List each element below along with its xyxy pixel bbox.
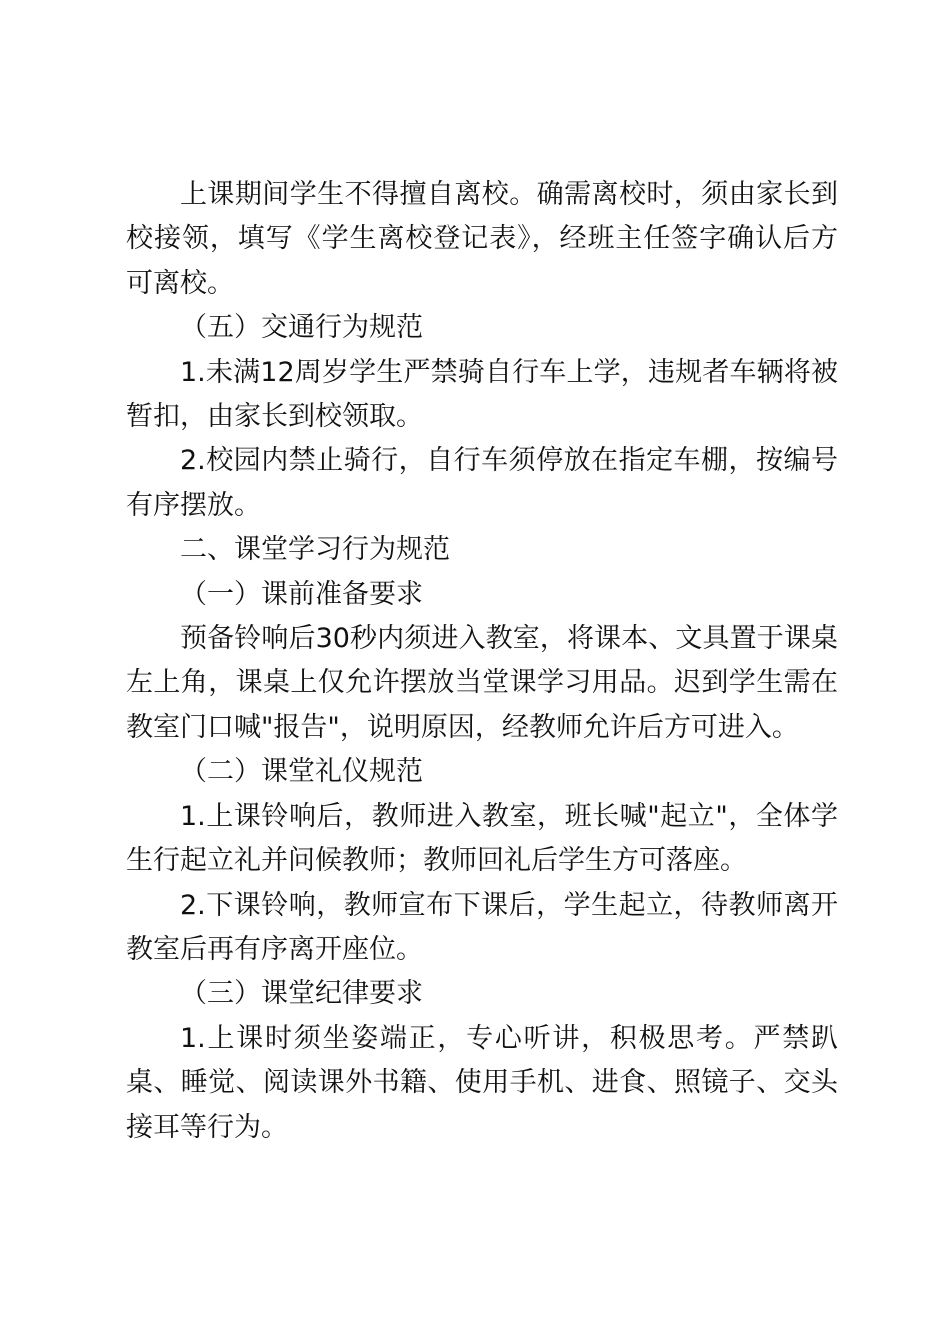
paragraph-leave-school: 上课期间学生不得擅自离校。确需离校时，须由家长到校接领，填写《学生离校登记表》，经班主任签字确认后方可离校。 <box>126 179 838 299</box>
paragraph-discipline: 1.上课时须坐姿端正，专心听讲，积极思考。严禁趴桌、睡觉、阅读课外书籍、使用手机、进食、照镜子、交头接耳等行为。 <box>126 1022 838 1143</box>
document-body <box>126 173 838 1150</box>
heading-preparation: （一）课前准备要求 <box>180 578 423 610</box>
paragraph-preparation: 预备铃响后30秒内须进入教室，将课本、文具置于课桌左上角，课桌上仅允许摆放当堂课学习用品。迟到学生需在教室门口喊"报告"，说明原因，经教师允许后方可进入。 <box>126 623 838 743</box>
paragraph-bicycle-parking: 2.校园内禁止骑行，自行车须停放在指定车棚，按编号有序摆放。 <box>126 445 838 521</box>
heading-traffic-rules: （五）交通行为规范 <box>180 312 423 344</box>
heading-discipline: （三）课堂纪律要求 <box>180 978 423 1010</box>
paragraph-greeting: 1.上课铃响后，教师进入教室，班长喊"起立"，全体学生行起立礼并问候教师；教师回礼后学生方可落座。 <box>126 800 838 877</box>
heading-classroom-rules: 二、课堂学习行为规范 <box>180 534 450 566</box>
paragraph-bicycle-age: 1.未满12周岁学生严禁骑自行车上学，违规者车辆将被暂扣，由家长到校领取。 <box>126 356 838 433</box>
paragraph-dismissal: 2.下课铃响，教师宣布下课后，学生起立，待教师离开教室后再有序离开座位。 <box>126 889 838 965</box>
heading-etiquette: （二）课堂礼仪规范 <box>180 756 423 788</box>
